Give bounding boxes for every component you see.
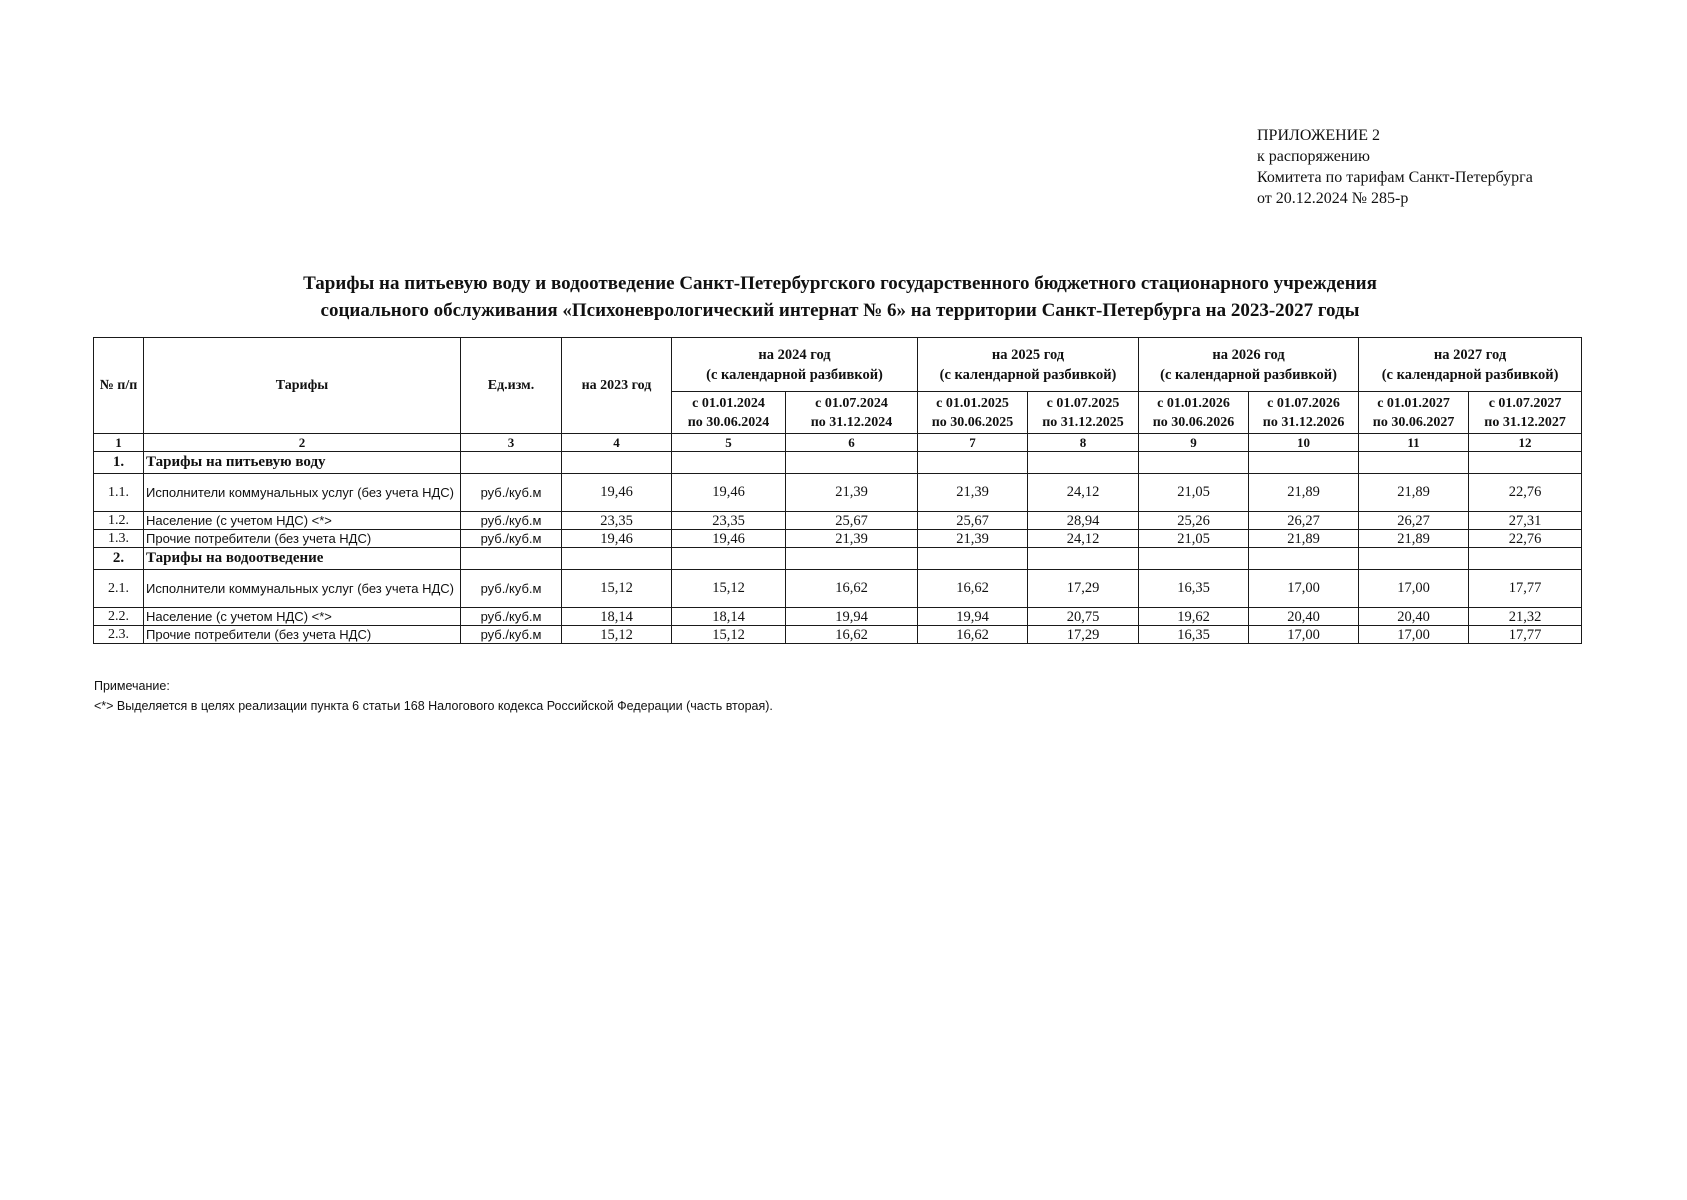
col-number: 11 xyxy=(1359,434,1469,452)
value-cell: 27,31 xyxy=(1469,512,1582,530)
col-number: 4 xyxy=(562,434,672,452)
row-name: Исполнители коммунальных услуг (без учета НДС) xyxy=(144,474,461,512)
value-cell: 15,12 xyxy=(672,626,786,644)
section-row-wastewater xyxy=(94,548,1582,570)
value-cell: 26,27 xyxy=(1249,512,1359,530)
value-cell: 17,00 xyxy=(1249,626,1359,644)
value-cell: 16,35 xyxy=(1139,570,1249,608)
col-number: 7 xyxy=(918,434,1028,452)
empty-cell xyxy=(1469,452,1582,474)
header-unit: Ед.изм. xyxy=(461,338,562,434)
value-cell: 18,14 xyxy=(672,608,786,626)
value-cell: 21,89 xyxy=(1359,530,1469,548)
empty-cell xyxy=(562,548,672,570)
empty-cell xyxy=(1249,548,1359,570)
table-row xyxy=(94,474,1582,512)
header-period: с 01.07.2027 по 31.12.2027 xyxy=(1469,392,1582,434)
empty-cell xyxy=(786,452,918,474)
value-cell: 19,62 xyxy=(1139,608,1249,626)
value-cell: 20,40 xyxy=(1249,608,1359,626)
value-cell: 17,00 xyxy=(1249,570,1359,608)
row-num: 2.3. xyxy=(94,626,144,644)
value-cell: 22,76 xyxy=(1469,474,1582,512)
col-number: 3 xyxy=(461,434,562,452)
value-cell: 21,89 xyxy=(1249,474,1359,512)
value-cell: 22,76 xyxy=(1469,530,1582,548)
table-row xyxy=(94,512,1582,530)
row-name: Население (с учетом НДС) <*> xyxy=(144,512,461,530)
value-cell: 21,05 xyxy=(1139,474,1249,512)
empty-cell xyxy=(1359,548,1469,570)
value-cell: 19,94 xyxy=(786,608,918,626)
empty-cell xyxy=(1139,452,1249,474)
value-cell: 21,89 xyxy=(1359,474,1469,512)
empty-cell xyxy=(1028,452,1139,474)
title-line: социального обслуживания «Психоневрологический интернат № 6» на территории Санкт-Петербурга на 2023-2027 годы xyxy=(320,300,1360,321)
value-cell: 15,12 xyxy=(562,570,672,608)
header-tariffs: Тарифы xyxy=(144,338,461,434)
header-period: с 01.01.2026 по 30.06.2026 xyxy=(1139,392,1249,434)
value-cell: 21,89 xyxy=(1249,530,1359,548)
value-cell: 21,39 xyxy=(918,474,1028,512)
section-num: 1. xyxy=(94,452,144,474)
row-num: 1.1. xyxy=(94,474,144,512)
value-cell: 18,14 xyxy=(562,608,672,626)
value-cell: 16,62 xyxy=(918,626,1028,644)
tariffs-table xyxy=(93,337,1582,644)
value-cell: 25,67 xyxy=(786,512,918,530)
empty-cell xyxy=(918,452,1028,474)
row-unit: руб./куб.м xyxy=(461,608,562,626)
notes-footnote: <*> Выделяется в целях реализации пункта 6 статьи 168 Налогового кодекса Российской Федерации (часть вторая). xyxy=(94,699,773,713)
value-cell: 23,35 xyxy=(562,512,672,530)
row-unit: руб./куб.м xyxy=(461,626,562,644)
row-unit: руб./куб.м xyxy=(461,512,562,530)
notes xyxy=(94,676,773,716)
header-period: с 01.01.2025 по 30.06.2025 xyxy=(918,392,1028,434)
value-cell: 20,75 xyxy=(1028,608,1139,626)
value-cell: 21,32 xyxy=(1469,608,1582,626)
header-period: с 01.07.2025 по 31.12.2025 xyxy=(1028,392,1139,434)
section-title: Тарифы на водоотведение xyxy=(144,548,461,570)
value-cell: 28,94 xyxy=(1028,512,1139,530)
value-cell: 19,94 xyxy=(918,608,1028,626)
value-cell: 17,29 xyxy=(1028,570,1139,608)
title-line: Тарифы на питьевую воду и водоотведение Санкт-Петербургского государственного бюджетного стационарного учреждения xyxy=(303,273,1377,294)
value-cell: 21,39 xyxy=(786,530,918,548)
header-period: с 01.01.2027 по 30.06.2027 xyxy=(1359,392,1469,434)
empty-cell xyxy=(461,548,562,570)
appendix-title: ПРИЛОЖЕНИЕ 2 xyxy=(1257,127,1381,144)
header-period: с 01.01.2024 по 30.06.2024 xyxy=(672,392,786,434)
row-unit: руб./куб.м xyxy=(461,530,562,548)
appendix-line: к распоряжению xyxy=(1257,148,1370,165)
appendix-header xyxy=(1257,125,1533,209)
notes-label: Примечание: xyxy=(94,679,170,693)
empty-cell xyxy=(786,548,918,570)
row-unit: руб./куб.м xyxy=(461,474,562,512)
table-row xyxy=(94,530,1582,548)
empty-cell xyxy=(1028,548,1139,570)
row-name: Население (с учетом НДС) <*> xyxy=(144,608,461,626)
value-cell: 26,27 xyxy=(1359,512,1469,530)
row-name: Прочие потребители (без учета НДС) xyxy=(144,530,461,548)
row-num: 2.1. xyxy=(94,570,144,608)
col-number: 6 xyxy=(786,434,918,452)
value-cell: 20,40 xyxy=(1359,608,1469,626)
empty-cell xyxy=(562,452,672,474)
col-number: 2 xyxy=(144,434,461,452)
section-title: Тарифы на питьевую воду xyxy=(144,452,461,474)
value-cell: 17,77 xyxy=(1469,626,1582,644)
value-cell: 25,26 xyxy=(1139,512,1249,530)
value-cell: 21,39 xyxy=(786,474,918,512)
appendix-date-number: от 20.12.2024 № 285-р xyxy=(1257,190,1409,207)
value-cell: 17,77 xyxy=(1469,570,1582,608)
row-num: 2.2. xyxy=(94,608,144,626)
empty-cell xyxy=(461,452,562,474)
table-row xyxy=(94,570,1582,608)
value-cell: 23,35 xyxy=(672,512,786,530)
header-year-2026: на 2026 год (с календарной разбивкой) xyxy=(1139,338,1359,392)
value-cell: 16,62 xyxy=(918,570,1028,608)
empty-cell xyxy=(1249,452,1359,474)
header-2023: на 2023 год xyxy=(562,338,672,434)
table-row xyxy=(94,608,1582,626)
column-numbers-row xyxy=(94,434,1582,452)
section-num: 2. xyxy=(94,548,144,570)
header-period: с 01.07.2024 по 31.12.2024 xyxy=(786,392,918,434)
value-cell: 19,46 xyxy=(672,530,786,548)
value-cell: 19,46 xyxy=(562,530,672,548)
value-cell: 21,05 xyxy=(1139,530,1249,548)
value-cell: 17,00 xyxy=(1359,570,1469,608)
value-cell: 17,00 xyxy=(1359,626,1469,644)
row-unit: руб./куб.м xyxy=(461,570,562,608)
col-number: 12 xyxy=(1469,434,1582,452)
row-name: Прочие потребители (без учета НДС) xyxy=(144,626,461,644)
value-cell: 25,67 xyxy=(918,512,1028,530)
table-row xyxy=(94,626,1582,644)
value-cell: 21,39 xyxy=(918,530,1028,548)
value-cell: 24,12 xyxy=(1028,530,1139,548)
empty-cell xyxy=(918,548,1028,570)
empty-cell xyxy=(672,548,786,570)
empty-cell xyxy=(672,452,786,474)
value-cell: 15,12 xyxy=(672,570,786,608)
header-period: с 01.07.2026 по 31.12.2026 xyxy=(1249,392,1359,434)
value-cell: 16,35 xyxy=(1139,626,1249,644)
header-year-2024: на 2024 год (с календарной разбивкой) xyxy=(672,338,918,392)
section-row-drinking-water xyxy=(94,452,1582,474)
value-cell: 24,12 xyxy=(1028,474,1139,512)
empty-cell xyxy=(1469,548,1582,570)
value-cell: 19,46 xyxy=(672,474,786,512)
row-num: 1.3. xyxy=(94,530,144,548)
document-title xyxy=(90,270,1590,324)
row-name: Исполнители коммунальных услуг (без учета НДС) xyxy=(144,570,461,608)
value-cell: 15,12 xyxy=(562,626,672,644)
header-num: № п/п xyxy=(94,338,144,434)
col-number: 5 xyxy=(672,434,786,452)
col-number: 8 xyxy=(1028,434,1139,452)
header-year-2025: на 2025 год (с календарной разбивкой) xyxy=(918,338,1139,392)
row-num: 1.2. xyxy=(94,512,144,530)
value-cell: 16,62 xyxy=(786,570,918,608)
col-number: 9 xyxy=(1139,434,1249,452)
header-year-2027: на 2027 год (с календарной разбивкой) xyxy=(1359,338,1582,392)
value-cell: 19,46 xyxy=(562,474,672,512)
value-cell: 16,62 xyxy=(786,626,918,644)
empty-cell xyxy=(1139,548,1249,570)
appendix-line: Комитета по тарифам Санкт-Петербурга xyxy=(1257,169,1533,186)
col-number: 1 xyxy=(94,434,144,452)
value-cell: 17,29 xyxy=(1028,626,1139,644)
empty-cell xyxy=(1359,452,1469,474)
col-number: 10 xyxy=(1249,434,1359,452)
